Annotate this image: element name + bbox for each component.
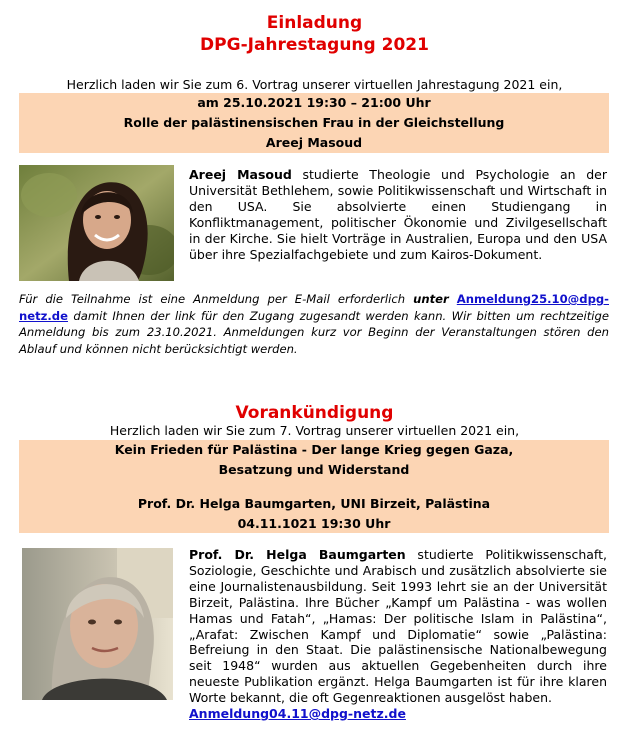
portrait-older-woman-icon (22, 548, 173, 700)
heading-einladung: Einladung (266, 13, 363, 33)
portrait-woman-icon (19, 165, 174, 281)
invitation-heading (0, 12, 629, 56)
preview-title-line1: Kein Frieden für Palästina - Der lange Krieg gegen Gaza, (114, 442, 514, 457)
note-unter: unter (413, 292, 449, 306)
bio-text-areej: studierte Theologie und Psychologie an der Universität Bethlehem, sowie Politikwissenschaft und Wirtschaft in den USA. Sie absolvierte einen Studiengang in Konfliktmanagement, politischer Ökonomie und Zivilgesellschaft in der Kirche. Sie hielt Vorträge in Australien, Europa und den USA über ihre Spezialfachgebiete und zum Kairos-Dokument. (189, 167, 607, 262)
note-details: damit Ihnen der link für den Zugang zugesandt werden kann. Wir bitten um rechtzeitige Anmeldung bis zum 23.10.2021. Anmeldungen kurz vor Beginn der Veranstaltungen stören den Ablauf und können nicht berücksichtigt werden. (19, 308, 609, 356)
registration-email-link-04-11[interactable]: Anmeldung04.11@dpg-netz.de (189, 706, 406, 722)
heading-jahrestagung: DPG-Jahrestagung 2021 (200, 35, 429, 55)
preview-intro: Herzlich laden wir Sie zum 7. Vortrag unserer virtuellen 2021 ein, (109, 423, 520, 438)
invitation-band (19, 93, 609, 153)
speaker-bio-helga (189, 547, 607, 722)
invitation-intro: Herzlich laden wir Sie zum 6. Vortrag unserer virtuellen Jahrestagung 2021 ein, (66, 77, 563, 92)
registration-email-link-25-10[interactable]: Anmeldung25.10@dpg-netz.de (19, 292, 609, 323)
invitation-title: Rolle der palästinensischen Frau in der Gleichstellung (123, 115, 505, 130)
preview-date: 04.11.1021 19:30 Uhr (237, 516, 391, 531)
preview-band (19, 440, 609, 533)
bio-text-helga: studierte Politikwissenschaft, Soziologie, Geschichte und Arabisch und zusätzlich absolvierte sie eine Journalistenausbildung. Seit 1993 lehrt sie an der Universität Birzeit, Palästina. Ihre Bücher „Kampf um Palästina - was wollen Hamas und Fatah“, „Hamas: Der politische Islam in Palästina“, „Arafat: Zwischen Kampf und Diplomatie“ sowie „Palästina: Befreiung in den Staat. Die palästinensische Nationalbewegung seit 1948“ wurden aus aktuellen Gegebenheiten durch ihre neueste Publikation ergänzt. Helga Baumgarten ist für ihre klaren Worte bekannt, die oft Gegenreaktionen ausgelöst haben. (189, 547, 607, 706)
speaker-photo-areej (19, 165, 174, 281)
band-spacer (19, 480, 609, 494)
bio-name-areej: Areej Masoud (189, 167, 292, 182)
note-intro: Für die Teilnahme ist eine Anmeldung per E-Mail erforderlich (19, 292, 414, 306)
preview-title-line2: Besatzung und Widerstand (218, 462, 410, 477)
registration-note (19, 291, 609, 357)
invitation-date: am 25.10.2021 19:30 – 21:00 Uhr (197, 95, 431, 110)
preview-heading: Vorankündigung (235, 403, 394, 423)
speaker-photo-helga (22, 548, 173, 700)
preview-speaker: Prof. Dr. Helga Baumgarten, UNI Birzeit, Palästina (137, 496, 491, 511)
bio-name-helga: Prof. Dr. Helga Baumgarten (189, 547, 406, 562)
speaker-bio-areej (189, 167, 607, 262)
invitation-speaker: Areej Masoud (265, 135, 363, 150)
